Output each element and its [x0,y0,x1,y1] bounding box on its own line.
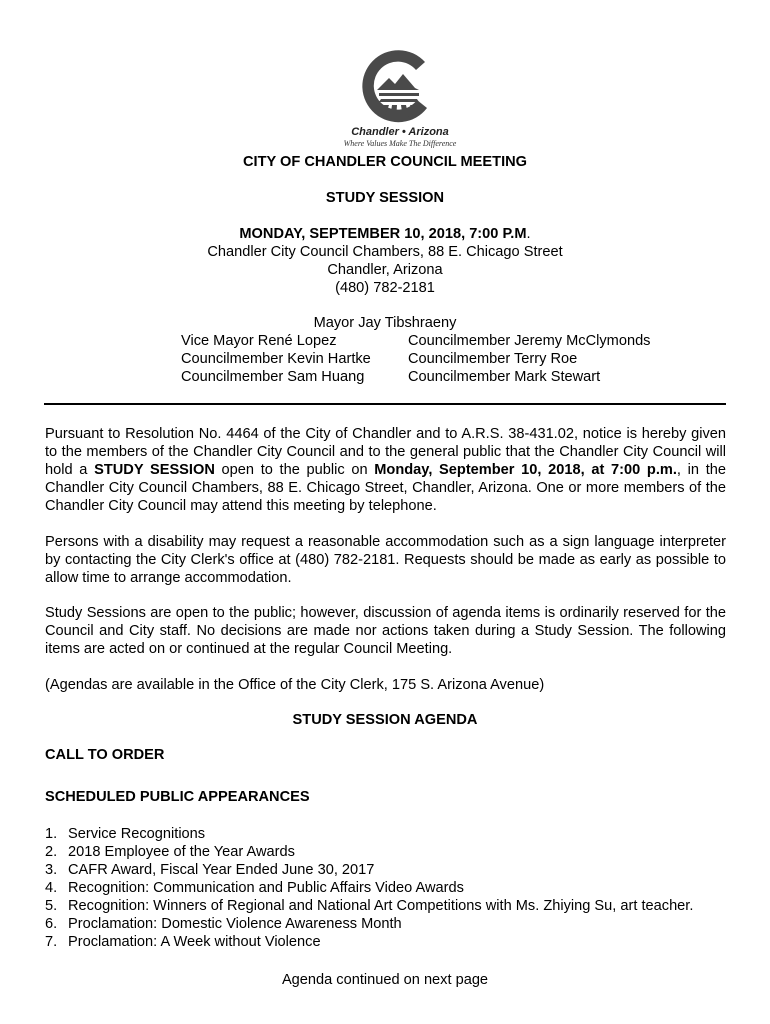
list-item [45,915,735,933]
agenda-items-list [45,825,735,951]
item-text: Proclamation: A Week without Violence [68,934,321,950]
council-member: Vice Mayor René Lopez [181,333,337,349]
study-session-paragraph: Study Sessions are open to the public; however, discussion of agenda items is ordinarily reserved for the Council and City staff. No decisions are made nor actions taken during a Study Session. The following items are acted on or continued at the regular Council Meeting. [45,605,726,657]
logo-tagline: Where Values Make The Difference [343,139,457,148]
notice-emphasis: Monday, September 10, 2018, at 7:00 p.m. [374,462,677,478]
call-to-order-heading: CALL TO ORDER [45,747,165,763]
item-number: 5. [45,898,58,914]
session-type: STUDY SESSION [325,190,445,206]
meeting-title: CITY OF CHANDLER COUNCIL MEETING [242,154,528,170]
council-row [181,368,681,386]
council-member: Councilmember Sam Huang [181,369,365,385]
notice-emphasis: STUDY SESSION [94,462,215,478]
datetime-suffix: . [526,226,531,242]
notice-paragraph [45,425,726,515]
notice-text: open to the public on [214,462,375,478]
item-text: CAFR Award, Fiscal Year Ended June 30, 2017 [68,862,375,878]
council-member: Councilmember Terry Roe [408,351,578,367]
list-item [45,897,735,915]
logo-wordmark: Chandler • Arizona [351,126,449,138]
meeting-location: Chandler City Council Chambers, 88 E. Chicago Street [207,244,563,260]
item-number: 6. [45,916,58,932]
item-text: Proclamation: Domestic Violence Awareness Month [68,916,402,932]
datetime-text: MONDAY, SEPTEMBER 10, 2018, 7:00 P.M [239,226,527,242]
header-divider [44,403,726,405]
item-number: 2. [45,844,58,860]
item-text: Recognition: Communication and Public Affairs Video Awards [68,880,464,896]
item-text: Recognition: Winners of Regional and National Art Competitions with Ms. Zhiying Su, art teacher. [68,898,694,914]
item-number: 7. [45,934,58,950]
meeting-city: Chandler, Arizona [327,262,443,278]
agenda-availability-note: (Agendas are available in the Office of the City Clerk, 175 S. Arizona Avenue) [45,677,545,693]
list-item [45,933,735,951]
city-logo [340,44,460,156]
meeting-phone: (480) 782-2181 [335,280,435,296]
item-number: 3. [45,862,58,878]
council-members [181,332,681,386]
list-item [45,879,735,897]
scheduled-appearances-heading: SCHEDULED PUBLIC APPEARANCES [45,789,310,805]
council-member: Councilmember Kevin Hartke [181,351,371,367]
item-text: Service Recognitions [68,826,206,842]
notice-text: , in the Chandler City Council Chambers, 88 E. Chicago Street, Chandler, Arizona. One or more members of the Chandler City Council may attend this meeting by telephone. [45,462,726,514]
accommodation-paragraph: Persons with a disability may request a reasonable accommodation such as a sign language interpreter by contacting the City Clerk's office at (480) 782-2181. Requests should be made as early as possible to allow time to arrange accommodation. [45,534,726,586]
council-member: Councilmember Mark Stewart [408,369,601,385]
list-item [45,861,735,879]
meeting-datetime [0,225,770,243]
list-item [45,825,735,843]
agenda-title: STUDY SESSION AGENDA [292,712,478,728]
council-row [181,350,681,368]
council-row [181,332,681,350]
item-number: 1. [45,826,58,842]
council-member: Councilmember Jeremy McClymonds [408,333,651,349]
list-item [45,843,735,861]
item-text: 2018 Employee of the Year Awards [68,844,295,860]
chandler-logo-icon [359,44,441,126]
item-number: 4. [45,880,58,896]
mayor-name: Mayor Jay Tibshraeny [313,315,457,331]
continued-note: Agenda continued on next page [281,972,489,988]
notice-text: Pursuant to Resolution No. 4464 of the City of Chandler and to A.R.S. 38-431.02, notice is hereby given to the members of the Chandler City Council and to the general public that the Chandler City Council will hold a [45,426,726,478]
